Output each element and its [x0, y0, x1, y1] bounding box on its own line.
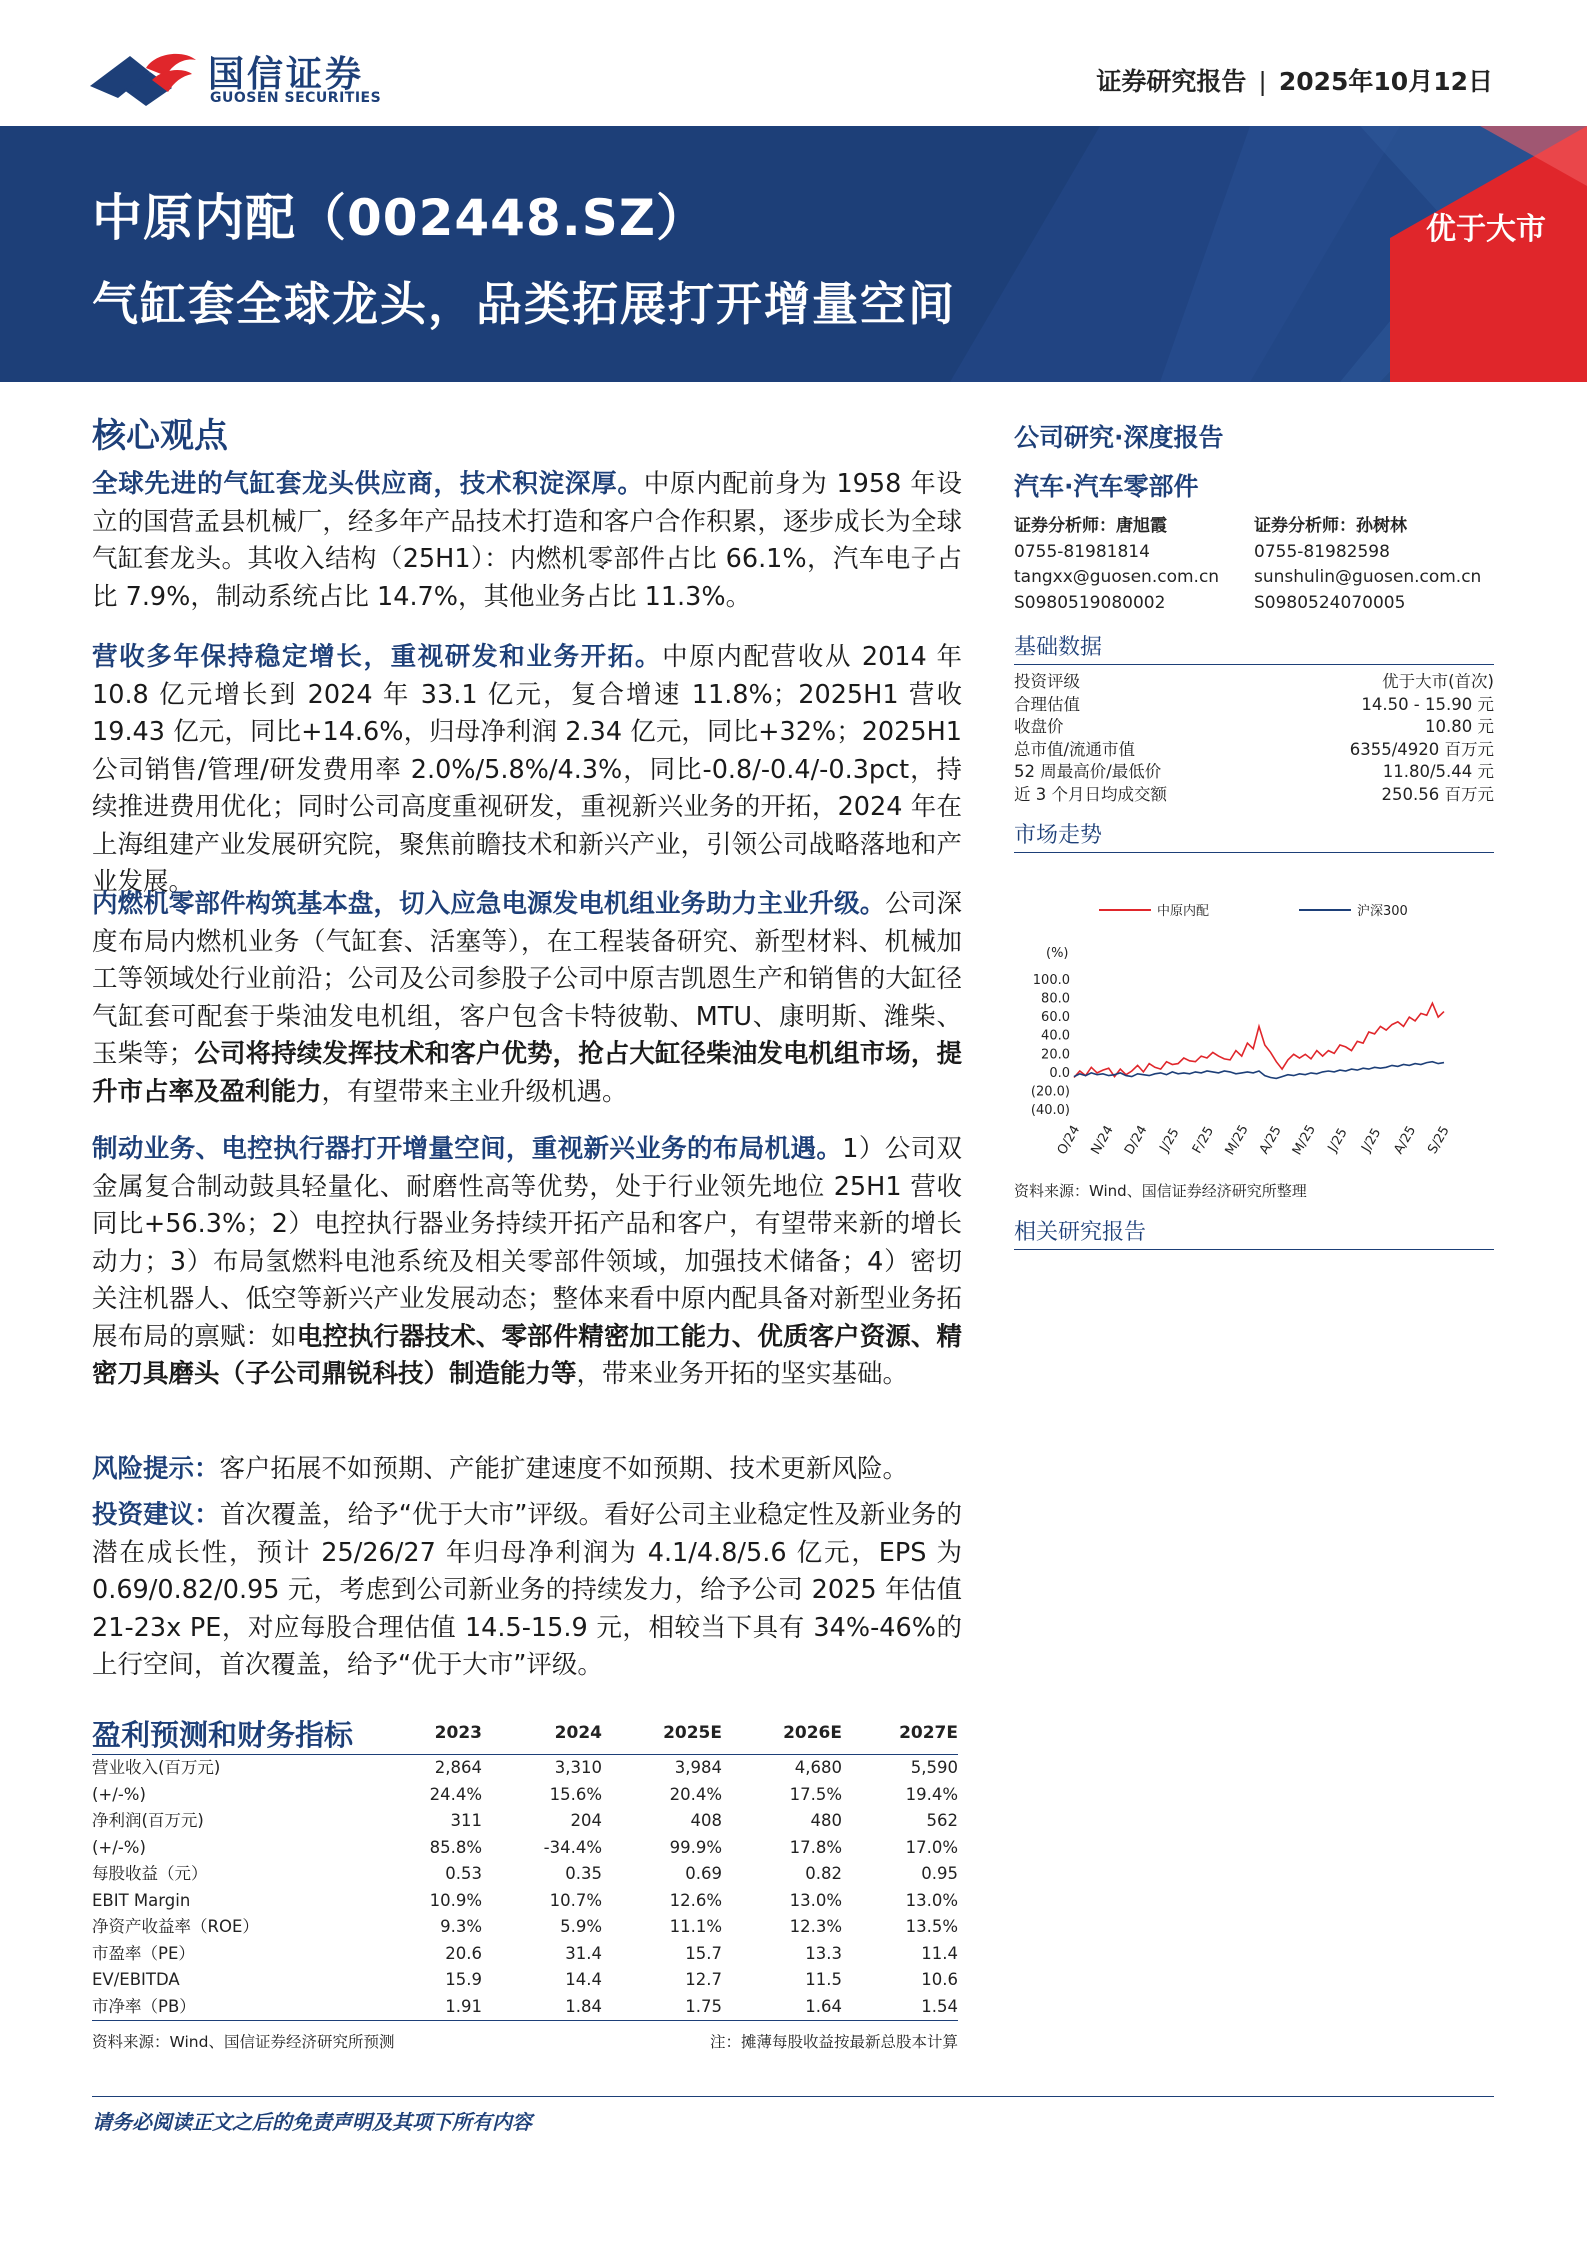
basic-key: 合理估值	[1014, 694, 1080, 714]
table-cell: 13.0%	[789, 1890, 842, 1910]
row-label: (+/-%)	[92, 1784, 146, 1804]
para-heading: 全球先进的气缸套龙头供应商，技术积淀深厚。	[92, 469, 644, 499]
table-cell: 10.6	[921, 1970, 958, 1989]
x-tick-label: A/25	[1256, 1123, 1285, 1157]
para-emphasis: 电控执行器技术、零部件精密加工能力、优质客户资源、精密刀具磨头（子公司鼎锐科技）制造能力等	[92, 1321, 962, 1389]
chart-source: 资料来源：Wind、国信证券经济研究所整理	[1014, 1182, 1307, 1200]
x-tick-label: F/25	[1189, 1124, 1218, 1157]
table-row	[92, 1994, 958, 2021]
divider: |	[1258, 67, 1267, 96]
analyst-phone: 0755-81982598	[1254, 541, 1390, 562]
table-cell: 20.6	[445, 1943, 482, 1963]
market-title: 市场走势	[1014, 823, 1103, 848]
y-tick-label: 60.0	[1041, 1010, 1070, 1026]
para-body: 首次覆盖，给予“优于大市”评级。看好公司主业稳定性及新业务的潜在成长性，预计 25/26/27 年归母净利润为 4.1/4.8/5.6 亿元，EPS 为 0.69/0.82/0.95 元，考虑到公司新业务的持续发力，给予公司 2025 年估值 21-23x PE，对应每股合理估值 14.5-15.9 元，相较当下具有 34%-46%的上行空间，首次覆盖，给予“优于大市”评级。	[92, 1500, 962, 1680]
paragraph-leader	[92, 466, 962, 616]
y-tick-label: 100.0	[1032, 973, 1070, 988]
x-tick-label: M/25	[1222, 1122, 1252, 1158]
financial-note: 注：摊薄每股收益按最新总股本计算	[709, 2033, 958, 2051]
analyst-card	[1254, 514, 1481, 616]
legend-label: 中原内配	[1157, 904, 1210, 919]
y-tick-label: 20.0	[1041, 1047, 1070, 1063]
para-body-end: ，有望带来主业升级机遇。	[321, 1076, 628, 1107]
table-cell: 15.9	[445, 1970, 482, 1989]
financial-table	[92, 1712, 958, 2021]
footer-divider	[92, 2096, 1494, 2097]
table-cell: 4,680	[794, 1758, 842, 1777]
related-heading	[1014, 1215, 1494, 1250]
banner-decoration	[0, 126, 1587, 382]
para-heading: 营收多年保持稳定增长，重视研发和业务开拓。	[92, 642, 663, 672]
column-header: 2023	[434, 1723, 482, 1743]
row-label: 营业收入(百万元)	[92, 1758, 221, 1777]
financial-title: 盈利预测和财务指标	[92, 1717, 354, 1752]
row-label: 市净率（PB）	[92, 1996, 196, 2016]
table-cell: -34.4%	[543, 1837, 602, 1857]
x-tick-label: A/25	[1391, 1123, 1420, 1157]
table-header-row	[92, 1712, 958, 1755]
table-cell: 12.7	[685, 1970, 722, 1989]
table-cell: 15.7	[685, 1943, 722, 1963]
x-tick-label: J/25	[1157, 1125, 1183, 1155]
column-header: 2027E	[899, 1723, 958, 1743]
row-label: EV/EBITDA	[92, 1970, 180, 1989]
table-row	[1014, 761, 1494, 784]
table-cell: 0.82	[805, 1864, 842, 1883]
table-cell: 10.7%	[549, 1890, 602, 1910]
table-cell: 85.8%	[429, 1837, 482, 1857]
table-cell: 1.75	[685, 1996, 722, 2016]
table-row	[92, 1967, 958, 1994]
basic-value: 优于大市(首次)	[1382, 672, 1494, 691]
paragraph-investment	[92, 1497, 962, 1685]
y-axis-label: (%)	[1046, 946, 1069, 961]
table-cell: 5.9%	[560, 1917, 602, 1936]
y-tick-label: 80.0	[1041, 991, 1070, 1007]
table-cell: 15.6%	[549, 1784, 602, 1804]
table-row	[92, 1861, 958, 1888]
analyst-name: 孙树林	[1356, 516, 1407, 536]
x-tick-label: O/24	[1054, 1123, 1084, 1158]
para-body: 公司深度布局内燃机业务（气缸套、活塞等），在工程装备研究、新型材料、机械加工等领域处行业前沿；公司及公司参股子公司中原吉凯恩生产和销售的大缸径气缸套可配套于柴油发电机组，客户包含卡特彼勒、MTU、康明斯、潍柴、玉柴等；	[92, 889, 962, 1069]
x-tick-label: M/25	[1289, 1122, 1319, 1158]
basic-key: 52 周最高价/最低价	[1014, 762, 1162, 781]
analyst-email[interactable]: sunshulin@guosen.com.cn	[1254, 567, 1482, 587]
report-kind: 证券研究报告	[1096, 67, 1247, 96]
table-cell: 19.4%	[905, 1784, 958, 1804]
para-body: 1）公司双金属复合制动鼓具轻量化、耐磨性高等优势，处于行业领先地位 25H1 营收同比+56.3%；2）电控执行器业务持续开拓产品和客户，有望带来新的增长动力；3）布局氢燃料电池系统及相关零部件领域，加强技术储备；4）密切关注机器人、低空等新兴产业发展动态；整体来看中原内配具备对新型业务拓展布局的禀赋：如	[92, 1134, 962, 1352]
para-body-end: ，带来业务开拓的坚实基础。	[576, 1359, 909, 1389]
para-emphasis: 公司将持续发挥技术和客户优势，抢占大缸径柴油发电机组市场，提升市占率及盈利能力	[92, 1039, 962, 1107]
table-cell: 31.4	[565, 1943, 602, 1963]
table-cell: 0.69	[685, 1864, 722, 1883]
table-cell: 12.3%	[789, 1917, 842, 1936]
analyst-label: 证券分析师：	[1014, 516, 1116, 536]
legend-label: 沪深300	[1357, 904, 1408, 919]
table-cell: 1.64	[805, 1996, 842, 2016]
para-heading: 制动业务、电控执行器打开增量空间，重视新兴业务的布局机遇。	[92, 1134, 843, 1164]
report-date: 2025年10月12日	[1278, 67, 1493, 96]
x-tick-label: J/25	[1359, 1125, 1385, 1155]
table-cell: 12.6%	[669, 1890, 722, 1910]
table-cell: 1.54	[921, 1996, 958, 2016]
table-cell: 11.4	[921, 1943, 958, 1963]
company-title: 中原内配（002448.SZ）	[92, 189, 707, 247]
analyst-email[interactable]: tangxx@guosen.com.cn	[1014, 567, 1220, 587]
basic-value: 6355/4920 百万元	[1349, 739, 1494, 759]
para-body: 中原内配前身为 1958 年设立的国营孟县机械厂，经多年产品技术打造和客户合作积累，逐步成长为全球气缸套龙头。其收入结构（25H1）：内燃机零部件占比 66.1%，汽车电子占比 7.9%，制动系统占比 14.7%，其他业务占比 11.3%。	[92, 469, 962, 612]
table-cell: 13.3	[805, 1943, 842, 1963]
report-meta	[1096, 62, 1493, 98]
table-cell: 0.95	[921, 1864, 958, 1883]
basic-data-title: 基础数据	[1014, 635, 1103, 660]
report-subtitle: 气缸套全球龙头，品类拓展打开增量空间	[92, 277, 956, 331]
table-cell: 14.4	[565, 1970, 602, 1989]
x-tick-label: J/25	[1325, 1125, 1351, 1155]
table-cell: 562	[926, 1811, 958, 1830]
table-cell: 1.91	[445, 1996, 482, 2016]
table-row	[1014, 784, 1494, 807]
basic-key: 收盘价	[1014, 717, 1064, 736]
related-title: 相关研究报告	[1014, 1220, 1147, 1245]
table-row	[92, 1808, 958, 1835]
row-label: 净利润(百万元)	[92, 1811, 204, 1830]
table-row	[1014, 694, 1494, 717]
table-cell: 10.9%	[429, 1890, 482, 1910]
basic-value: 250.56 百万元	[1381, 784, 1494, 804]
basic-value: 14.50 - 15.90 元	[1361, 694, 1494, 714]
table-row	[92, 1941, 958, 1968]
table-row	[1014, 739, 1494, 762]
table-row	[92, 1888, 958, 1915]
logo-text-cn: 国信证券	[208, 54, 365, 95]
table-cell: 5,590	[910, 1758, 958, 1777]
market-chart	[1014, 880, 1494, 1180]
row-label: 净资产收益率（ROE）	[92, 1917, 259, 1936]
market-heading	[1014, 818, 1494, 853]
table-row	[92, 1755, 958, 1782]
table-cell: 9.3%	[440, 1917, 482, 1936]
paragraph-engine-parts	[92, 886, 962, 1111]
table-row	[92, 1914, 958, 1941]
core-view-title: 核心观点	[92, 416, 228, 456]
logo-mark	[88, 46, 200, 110]
market-chart-svg	[1014, 880, 1494, 1180]
x-tick-label: D/24	[1122, 1123, 1151, 1158]
basic-key: 近 3 个月日均成交额	[1014, 784, 1167, 804]
paragraph-brake-business	[92, 1131, 962, 1394]
table-cell: 2,864	[434, 1758, 482, 1777]
series-line	[1074, 1062, 1444, 1079]
report-type: 公司研究·深度报告	[1014, 423, 1224, 452]
table-cell: 311	[450, 1811, 482, 1830]
table-cell: 204	[570, 1811, 602, 1830]
row-label: 市盈率（PE）	[92, 1943, 195, 1963]
basic-data-table	[1014, 671, 1494, 806]
column-header: 2025E	[663, 1723, 722, 1743]
table-cell: 11.5	[805, 1970, 842, 1989]
table-row	[92, 1835, 958, 1862]
basic-data-heading	[1014, 630, 1494, 665]
table-cell: 408	[690, 1811, 722, 1830]
table-cell: 24.4%	[429, 1784, 482, 1804]
table-cell: 480	[810, 1811, 842, 1830]
table-cell: 1.84	[565, 1996, 602, 2016]
analyst-phone: 0755-81981814	[1014, 541, 1150, 562]
row-label: (+/-%)	[92, 1837, 146, 1857]
footer-disclaimer: 请务必阅读正文之后的免责声明及其项下所有内容	[92, 2110, 532, 2134]
analyst-cert: S0980524070005	[1254, 592, 1406, 613]
table-cell: 17.8%	[789, 1837, 842, 1857]
financial-source: 资料来源：Wind、国信证券经济研究所预测	[92, 2033, 395, 2051]
basic-value: 10.80 元	[1425, 717, 1494, 736]
basic-value: 11.80/5.44 元	[1382, 762, 1494, 781]
table-cell: 3,310	[554, 1758, 602, 1777]
basic-key: 投资评级	[1014, 672, 1080, 691]
row-label: 每股收益（元）	[92, 1864, 208, 1883]
analyst-name: 唐旭霞	[1116, 516, 1167, 536]
y-tick-label: (20.0)	[1030, 1084, 1070, 1100]
table-cell: 11.1%	[669, 1917, 722, 1936]
y-tick-label: 40.0	[1041, 1028, 1070, 1044]
basic-key: 总市值/流通市值	[1014, 739, 1136, 759]
paragraph-risk	[92, 1451, 962, 1489]
paragraph-revenue	[92, 639, 962, 902]
table-cell: 17.5%	[789, 1784, 842, 1804]
table-cell: 13.5%	[905, 1917, 958, 1936]
table-cell: 17.0%	[905, 1837, 958, 1857]
analyst-card	[1014, 514, 1219, 616]
row-label: EBIT Margin	[92, 1890, 191, 1910]
para-heading: 投资建议：	[92, 1500, 220, 1530]
table-cell: 3,984	[674, 1758, 722, 1777]
para-heading: 内燃机零部件构筑基本盘，切入应急电源发电机组业务助力主业升级。	[92, 889, 886, 919]
analyst-label: 证券分析师：	[1254, 516, 1356, 536]
table-cell: 0.35	[565, 1864, 602, 1883]
para-body: 中原内配营收从 2014 年 10.8 亿元增长到 2024 年 33.1 亿元，复合增速 11.8%；2025H1 营收 19.43 亿元，同比+14.6%，归母净利润 2.34 亿元，同比+32%；2025H1 公司销售/管理/研发费用率 2.0%/5.8%/4.3%，同比-0.8/-0.4/-0.3pct，持续推进费用优化；同时公司高度重视研发，重视新兴业务的开拓，2024 年在上海组建产业发展研究院，聚焦前瞻技术和新兴产业，引领公司战略落地和产业发展。	[92, 642, 962, 897]
x-tick-label: N/24	[1088, 1123, 1117, 1158]
table-cell: 0.53	[445, 1864, 482, 1883]
column-header: 2024	[554, 1723, 602, 1743]
table-cell: 20.4%	[669, 1784, 722, 1804]
para-body: 客户拓展不如预期、产能扩建速度不如预期、技术更新风险。	[219, 1454, 909, 1484]
y-tick-label: (40.0)	[1030, 1103, 1070, 1118]
table-row	[1014, 671, 1494, 694]
industry: 汽车·汽车零部件	[1014, 472, 1199, 501]
table-cell: 13.0%	[905, 1890, 958, 1910]
title-banner	[0, 126, 1587, 382]
para-heading: 风险提示：	[92, 1454, 220, 1484]
x-tick-label: S/25	[1425, 1123, 1453, 1157]
column-header: 2026E	[783, 1723, 842, 1743]
y-tick-label: 0.0	[1049, 1065, 1070, 1081]
logo-text-en: GUOSEN SECURITIES	[210, 90, 382, 106]
analyst-cert: S0980519080002	[1014, 592, 1166, 613]
rating-badge: 优于大市	[1426, 212, 1546, 247]
table-row	[92, 1782, 958, 1809]
table-cell: 99.9%	[669, 1837, 722, 1857]
table-row	[1014, 716, 1494, 739]
